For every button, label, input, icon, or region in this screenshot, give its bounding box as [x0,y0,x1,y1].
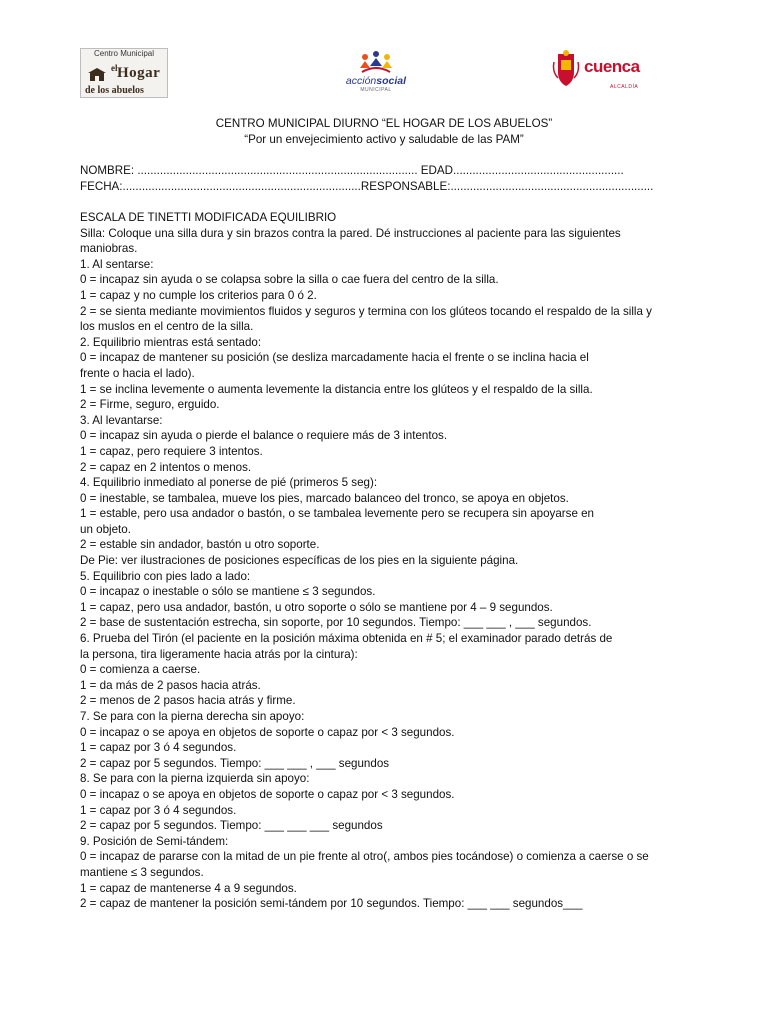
text-line: 0 = incapaz o inestable o sólo se mantiene ≤ 3 segundos. [80,585,376,599]
text-line: maniobras. [80,242,138,256]
text-line: 0 = incapaz o se apoya en objetos de soporte o capaz por < 3 segundos. [80,725,455,739]
text-line: 2 = capaz por 5 segundos. Tiempo: ___ ___ ___ segundos [80,819,383,833]
document-title: CENTRO MUNICIPAL DIURNO “EL HOGAR DE LOS ABUELOS” [215,117,553,130]
text-line: 2 = Firme, seguro, erguido. [80,398,220,412]
text-line: frente o hacia el lado). [80,366,195,380]
text-line: 1 = da más de 2 pasos hacia atrás. [80,678,261,692]
logo-hogar-el: el [111,63,118,73]
text-line: 1 = capaz, pero requiere 3 intentos. [80,444,263,458]
brand-social: social [376,75,407,87]
form-line-nombre-edad: NOMBRE: ....................................................................................... EDAD..................................................... [80,164,624,177]
people-figures-icon [356,50,396,76]
accion-social-logo [336,50,416,102]
item-heading: 4. Equilibrio inmediato al ponerse de pié (primeros 5 seg): [80,476,378,490]
text-line: 0 = incapaz o se apoya en objetos de soporte o capaz por < 3 segundos. [80,787,455,801]
text-line: De Pie: ver ilustraciones de posiciones específicas de los pies en la siguiente página. [80,554,519,568]
text-line: 1 = capaz, pero usa andador, bastón, u otro soporte o sólo se mantiene por 4 – 9 segundos. [80,600,553,614]
text-line: 2 = capaz en 2 intentos o menos. [80,460,252,474]
item-heading: 3. Al levantarse: [80,413,163,427]
text-line: 0 = incapaz de pararse con la mitad de un pie frente al otro(, ambos pies tocándose) o comienza a caerse o se [80,850,649,864]
text-line: un objeto. [80,522,131,536]
item-heading: 5. Equilibrio con pies lado a lado: [80,569,251,583]
text-line: 1 = capaz y no cumple los criterios para 0 ó 2. [80,288,317,302]
accion-social-brand [336,76,416,87]
house-icon [87,67,107,81]
coat-of-arms-icon [552,50,580,90]
hogar-abuelos-logo [80,48,168,98]
text-line: 2 = base de sustentación estrecha, sin soporte, por 10 segundos. Tiempo: ___ ___ , ___ segundos. [80,616,592,630]
item-heading: 9. Posición de Semi-tándem: [80,834,229,848]
patient-form [80,163,680,194]
text-line: 1 = se inclina levemente o aumenta levemente la distancia entre los glúteos y el respaldo de la silla. [80,382,593,396]
scale-title: ESCALA DE TINETTI MODIFICADA EQUILIBRIO [80,211,337,224]
cuenca-name: cuenca [584,57,640,76]
accion-social-sub: MUNICIPAL [360,87,392,93]
item-heading: 2. Equilibrio mientras está sentado: [80,335,262,349]
text-line: 1 = capaz de mantenerse 4 a 9 segundos. [80,881,297,895]
item-heading: 7. Se para con la pierna derecha sin apoyo: [80,710,305,723]
cuenca-alcaldia: ALCALDÍA [610,84,639,90]
item-heading: 1. Al sentarse: [80,257,154,271]
logo-hogar-top-text: Centro Municipal [93,49,155,58]
text-line: 2 = menos de 2 pasos hacia atrás y firme. [80,694,296,708]
text-line: 0 = comienza a caerse. [80,663,201,677]
text-line: 2 = capaz por 5 segundos. Tiempo: ___ ___ , ___ segundos [80,756,390,770]
text-line: 0 = incapaz sin ayuda o pierde el balance o requiere más de 3 intentos. [80,429,448,443]
text-line: 0 = incapaz de mantener su posición (se desliza marcadamente hacia el frente o se inclina hacia el [80,351,589,365]
item-heading: 6. Prueba del Tirón (el paciente en la posición máxima obtenida en # 5; el examinador parado detrás de [80,632,613,646]
text-line: 2 = se sienta mediante movimientos fluidos y seguros y termina con los glúteos tocando el respaldo de la silla y [80,304,652,318]
text-line: la persona, tira ligeramente hacia atrás por la cintura): [80,647,358,661]
logo-hogar-word: Hogar [117,65,161,81]
text-line: 1 = capaz por 3 ó 4 segundos. [80,741,237,755]
document-header [0,116,768,147]
brand-accion: acción [345,75,377,87]
text-line: Silla: Coloque una silla dura y sin brazos contra la pared. Dé instrucciones al paciente para las siguientes [80,226,621,240]
text-line: 0 = incapaz sin ayuda o se colapsa sobre la silla o cae fuera del centro de la silla. [80,273,499,287]
text-line: 0 = inestable, se tambalea, mueve los pies, marcado balanceo del tronco, se apoya en objetos. [80,491,569,505]
cuenca-logo [552,50,652,94]
text-line: mantiene ≤ 3 segundos. [80,865,204,879]
document-subtitle: “Por un envejecimiento activo y saludable de las PAM” [244,132,524,146]
tinetti-scale-body [80,210,660,912]
text-line: los muslos en el centro de la silla. [80,320,254,334]
text-line: 1 = capaz por 3 ó 4 segundos. [80,803,237,817]
item-heading: 8. Se para con la pierna izquierda sin apoyo: [80,772,310,786]
text-line: 2 = capaz de mantener la posición semi-tándem por 10 segundos. Tiempo: ___ ___ segundos___ [80,897,583,911]
logo-hogar-abuelos: de los abuelos [85,85,144,96]
form-line-fecha-responsable: FECHA:..........................................................................RESPONSABLE:............................................................... [80,179,654,193]
text-line: 1 = estable, pero usa andador o bastón, o se tambalea levemente pero se recupera sin apoyarse en [80,507,595,521]
text-line: 2 = estable sin andador, bastón u otro soporte. [80,538,320,552]
